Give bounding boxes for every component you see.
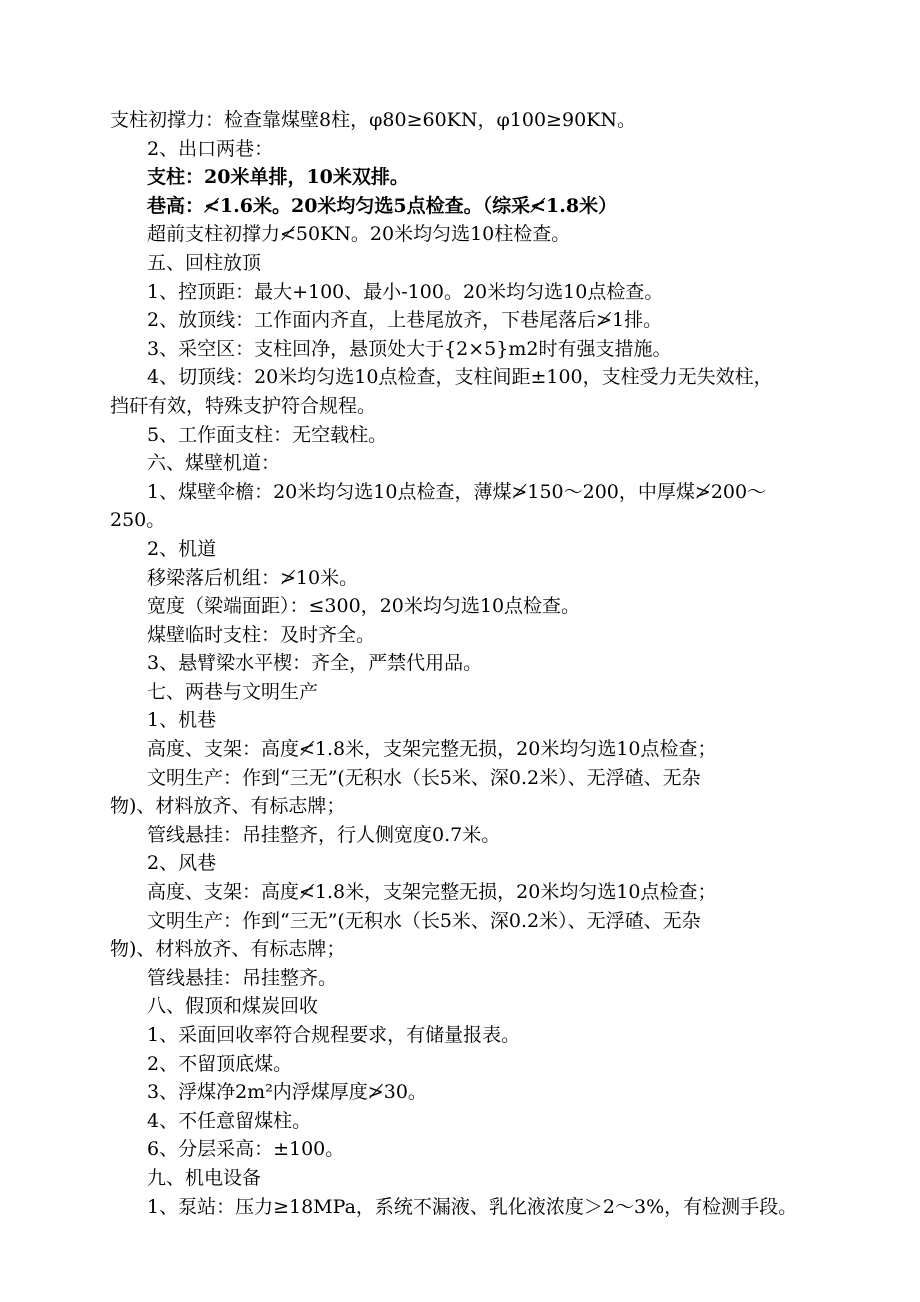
text-line: 1、泵站：压力≥18MPa，系统不漏液、乳化液浓度＞2～3%，有检测手段。 [147, 1195, 798, 1218]
text-line: 超前支柱初撑力≮50KN。20米均匀选10柱检查。 [147, 223, 571, 246]
text-line: 八、假顶和煤炭回收 [147, 995, 319, 1018]
text-line: 5、工作面支柱：无空载柱。 [147, 423, 388, 446]
text-line: 高度、支架：高度≮1.8米，支架完整无损，20米均匀选10点检查； [147, 738, 717, 761]
text-line: 3、采空区：支柱回净，悬顶处大于{2×5}m2时有强支措施。 [147, 337, 672, 360]
text-line: 宽度（梁端面距）：≤300，20米均匀选10点检查。 [147, 595, 581, 618]
text-line: 1、采面回收率符合规程要求，有储量报表。 [147, 1024, 521, 1046]
text-line: 4、不任意留煤柱。 [147, 1109, 312, 1132]
text-line: 文明生产：作到“三无”(无积水（长5米、深0.2米）、无浮碴、无杂 [147, 909, 701, 932]
text-line: 物)、材料放齐、有标志牌； [110, 938, 346, 961]
text-line: 2、出口两巷： [147, 137, 274, 160]
document-body [110, 106, 835, 1221]
text-line: 3、悬臂梁水平楔：齐全，严禁代用品。 [147, 652, 483, 675]
text-line: 九、机电设备 [147, 1166, 262, 1189]
text-line: 250。 [110, 509, 166, 532]
text-line: 1、煤壁伞檐：20米均匀选10点检查，薄煤≯150～200，中厚煤≯200～ [147, 480, 767, 503]
text-line: 1、机巷 [147, 709, 217, 732]
text-line: 6、分层采高：±100。 [147, 1138, 345, 1161]
text-line: 2、放顶线：工作面内齐直，上巷尾放齐，下巷尾落后≯1排。 [147, 309, 663, 332]
text-line: 2、机道 [147, 537, 217, 560]
text-line: 六、煤壁机道： [147, 452, 281, 475]
text-line: 管线悬挂：吊挂整齐，行人侧宽度0.7米。 [147, 823, 501, 846]
text-line: 高度、支架：高度≮1.8米，支架完整无损，20米均匀选10点检查； [147, 881, 717, 904]
text-line: 挡矸有效，特殊支护符合规程。 [110, 394, 377, 417]
text-line: 2、不留顶底煤。 [147, 1052, 293, 1075]
text-line: 2、风巷 [147, 852, 217, 875]
text-line: 七、两巷与文明生产 [147, 680, 319, 703]
text-line: 煤壁临时支柱：及时齐全。 [147, 623, 376, 646]
text-line: 文明生产：作到“三无”(无积水（长5米、深0.2米）、无浮碴、无杂 [147, 766, 701, 789]
text-line: 3、浮煤净2m²内浮煤厚度≯30。 [147, 1081, 427, 1104]
text-line: 1、控顶距：最大+100、最小-100。20米均匀选10点检查。 [147, 280, 664, 303]
text-line: 物)、材料放齐、有标志牌； [110, 795, 346, 818]
text-line: 五、回柱放顶 [147, 251, 262, 274]
text-line: 支柱初撑力：检查靠煤壁8柱，φ80≥60KN，φ100≥90KN。 [110, 109, 636, 131]
text-line: 巷高：≮1.6米。20米均匀选5点检查。（综采≮1.8米） [147, 194, 618, 217]
text-line: 4、切顶线：20米均匀选10点检查，支柱间距±100，支柱受力无失效柱， [147, 366, 773, 389]
text-line: 移梁落后机组：≯10米。 [147, 566, 359, 589]
text-line: 支柱：20米单排，10米双排。 [147, 166, 409, 189]
text-line: 管线悬挂：吊挂整齐。 [147, 966, 338, 989]
